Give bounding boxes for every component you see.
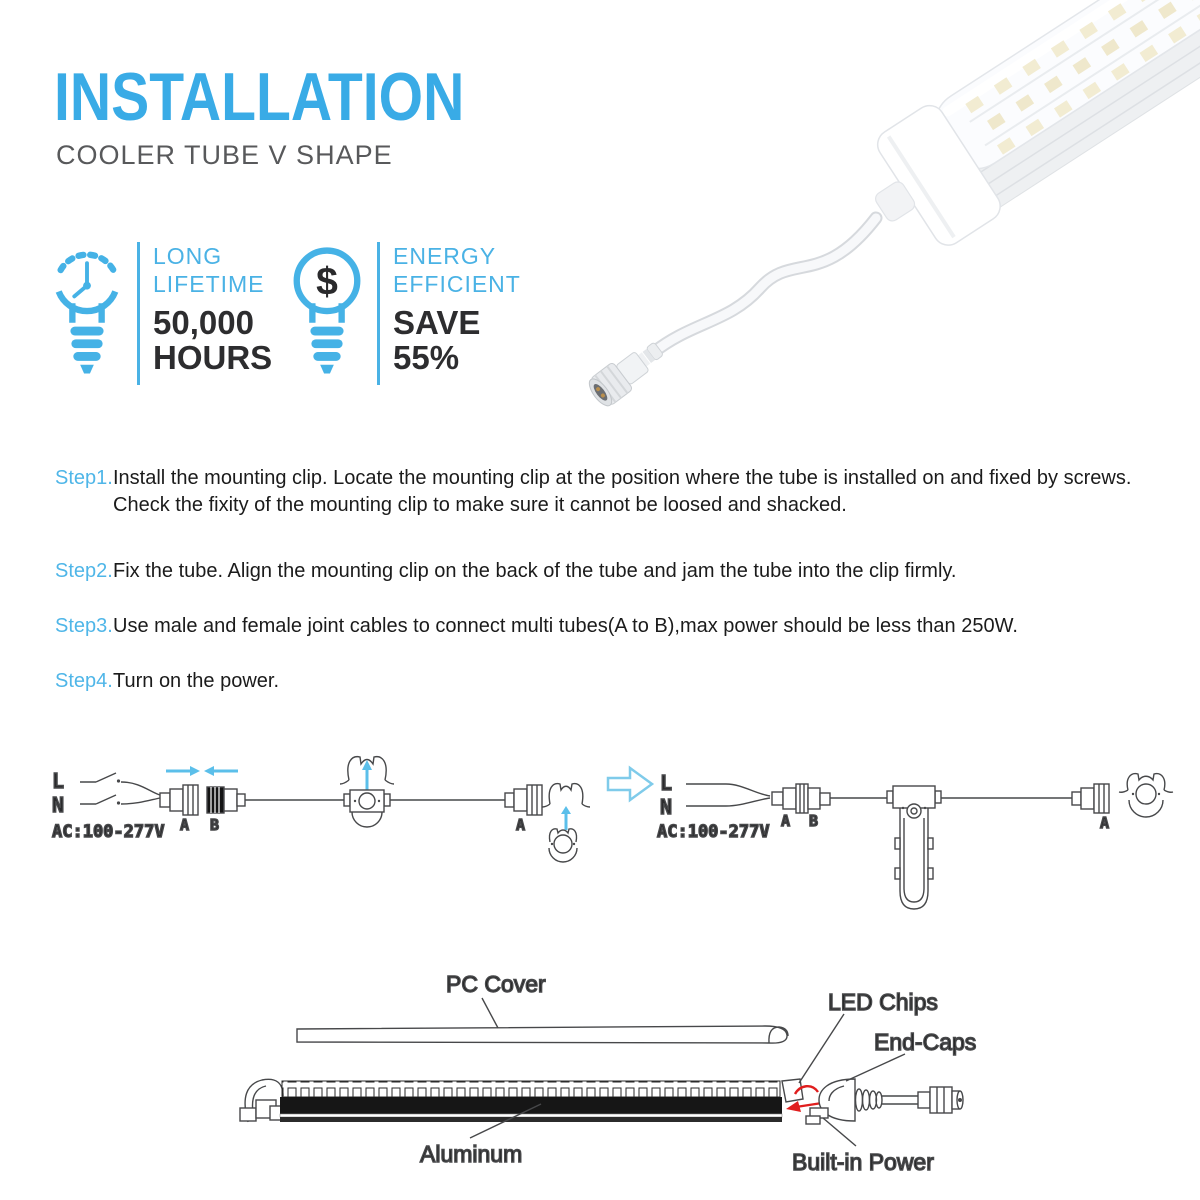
step-number: Step4. [55, 670, 113, 692]
clip-and-tube-cross-section [542, 784, 590, 862]
feature-value-line: 50,000 [153, 304, 254, 341]
step-text: Install the mounting clip. Locate the mounting clip at the position where the tube is installed on and fixed by screws. Check the fixity of the mounting clip to make sure it cannot be loosed and shacked. [113, 467, 1132, 516]
right-end-cap-part [806, 1079, 963, 1124]
bulb-dollar-icon [286, 240, 368, 386]
wiring-diagram-before [52, 757, 590, 862]
tube-body-part [280, 1079, 803, 1122]
cable-connector [585, 335, 669, 410]
step-text: Fix the tube. Align the mounting clip on the back of the tube and jam the tube into the clip firmly. [113, 560, 957, 582]
junction-clip-on-tube [344, 790, 390, 827]
leader-lines [470, 998, 905, 1146]
step-4 [55, 668, 1155, 695]
step-2 [55, 558, 1155, 585]
feature-divider [137, 242, 140, 385]
label-voltage: AC:100-277V [657, 822, 770, 842]
wiring-diagrams [0, 738, 1200, 953]
feature-top-line: ENERGY [393, 243, 497, 269]
connector-b-female [207, 787, 245, 813]
led-tube-body [847, 0, 1200, 267]
wiring-diagram-after [657, 771, 1173, 909]
feature-divider [377, 242, 380, 385]
join-arrows [166, 766, 238, 776]
step-3 [55, 613, 1155, 640]
feature-value-line: SAVE [393, 304, 481, 341]
label-led-chips: LED Chips [828, 989, 938, 1015]
step-number: Step1. [55, 467, 113, 489]
label-neutral: N [52, 793, 65, 817]
product-photo-led-tube [560, 0, 1200, 432]
label-connector-b: B [210, 816, 220, 834]
label-pc-cover: PC Cover [446, 971, 546, 997]
step-text: Turn on the power. [113, 670, 280, 692]
feature-long-lifetime [46, 240, 272, 386]
label-connector-a: A [781, 812, 791, 830]
page-title: INSTALLATION [54, 59, 465, 135]
exploded-view-diagram [0, 950, 1200, 1200]
transition-arrow-icon [608, 768, 652, 800]
step-number: Step2. [55, 560, 113, 582]
label-connector-a: A [180, 816, 190, 834]
feature-value-line: HOURS [153, 339, 273, 376]
label-built-in-power: Built-in Power [792, 1149, 934, 1175]
dollar-symbol: $ [316, 260, 338, 304]
label-voltage: AC:100-277V [52, 822, 165, 842]
label-connector-b: B [809, 812, 819, 830]
joined-connectors-ab [772, 784, 830, 813]
feature-value-line: 55% [393, 339, 460, 376]
feature-top-line: LIFETIME [153, 271, 265, 297]
feature-top-line: EFFICIENT [393, 271, 521, 297]
page-subtitle: COOLER TUBE V SHAPE [56, 140, 393, 170]
step-1 [55, 465, 1155, 519]
step-text: Use male and female joint cables to connect multi tubes(A to B),max power should be less than 250W. [113, 615, 1018, 637]
label-connector-a2: A [516, 816, 526, 834]
power-cable [654, 218, 876, 352]
pc-cover-part [297, 1026, 788, 1043]
connector-a2-male [505, 785, 542, 815]
connector-a-male [160, 785, 198, 815]
label-line: L [52, 769, 65, 793]
left-end-cap-part [240, 1079, 284, 1122]
junction-with-hanging-tube [887, 786, 941, 909]
label-aluminum: Aluminum [420, 1141, 523, 1167]
connector-a-right [1072, 784, 1109, 813]
label-line: L [660, 771, 673, 795]
label-connector-a2: A [1100, 814, 1110, 832]
step-number: Step3. [55, 615, 113, 637]
feature-top-line: LONG [153, 243, 223, 269]
tube-in-clip-symbol [1119, 774, 1173, 817]
bulb-clock-icon [46, 240, 128, 386]
label-neutral: N [660, 795, 673, 819]
feature-energy-efficient [286, 240, 521, 386]
label-end-caps: End-Caps [874, 1029, 977, 1055]
